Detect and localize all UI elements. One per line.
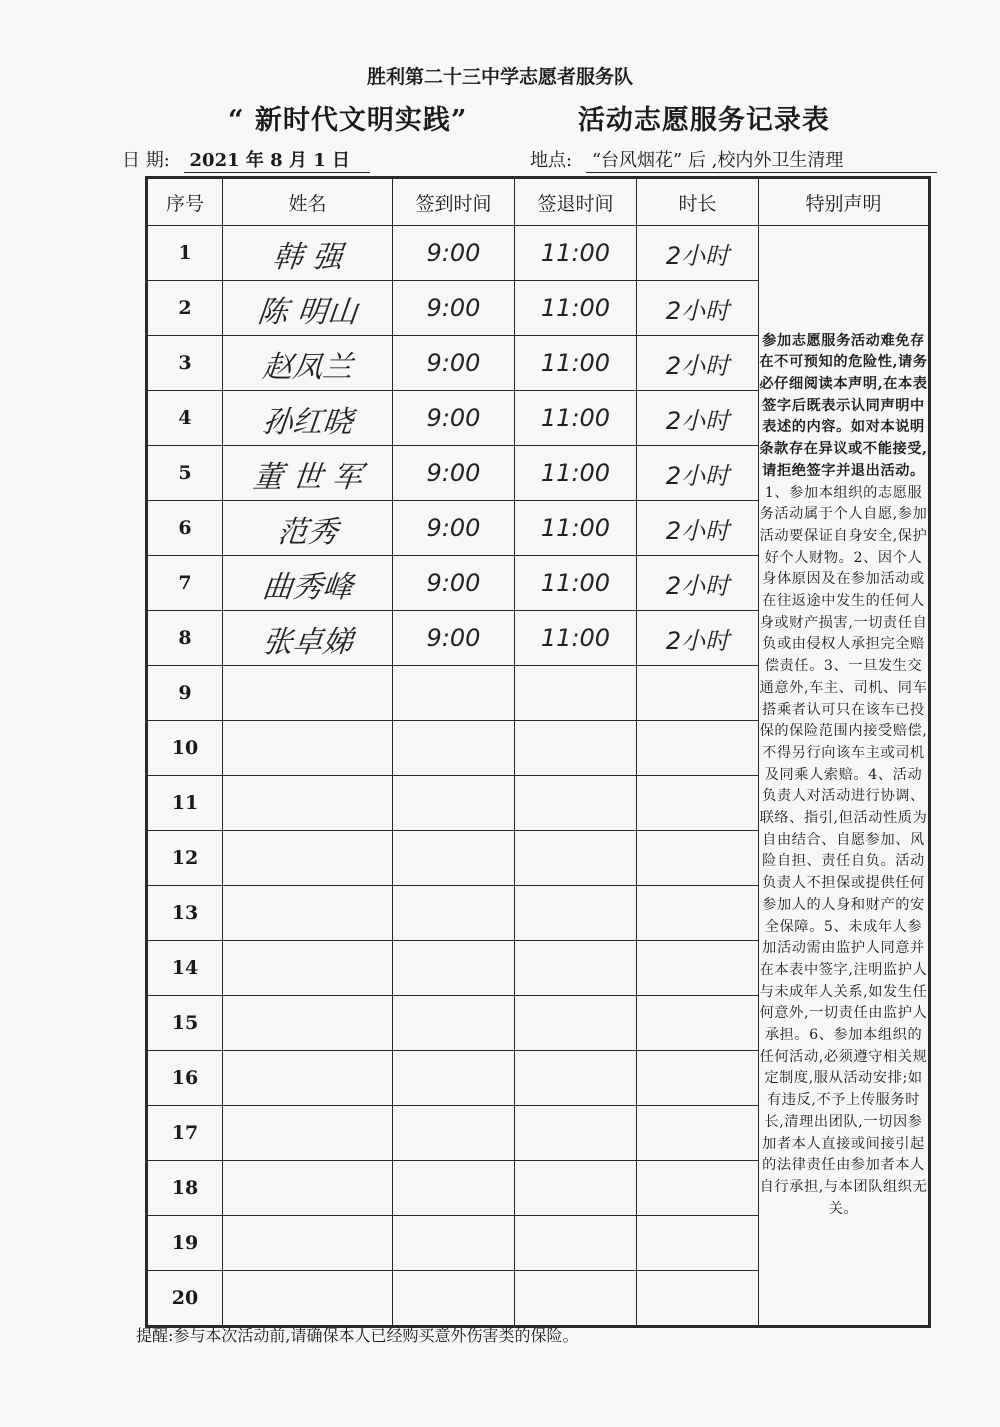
checkout-time: 11:00 — [515, 336, 637, 391]
duration — [637, 1106, 759, 1161]
checkin-time — [393, 886, 515, 941]
statement-intro: 参加志愿服务活动难免存在不可预知的危险性,请务必仔细阅读本声明,在本表签字后既表示认同声明中表述的内容。如对本说明条款存在异议或不能接受,请拒绝签字并退出活动。 — [759, 332, 928, 479]
checkin-time: 9:00 — [393, 446, 515, 501]
duration: 2小时 — [637, 611, 759, 666]
row-number: 17 — [148, 1106, 223, 1161]
title-part-2: 活动志愿服务记录表 — [577, 105, 830, 136]
checkout-time — [515, 1161, 637, 1216]
row-number: 14 — [148, 941, 223, 996]
place-value: “台风烟花” 后 ,校内外卫生清理 — [586, 146, 937, 173]
place-field — [530, 146, 937, 173]
date-field — [122, 146, 370, 173]
row-number: 10 — [148, 721, 223, 776]
volunteer-name: 孙红晓 — [220, 391, 396, 446]
row-number: 19 — [148, 1216, 223, 1271]
volunteer-name — [220, 721, 396, 776]
title-part-1: “ 新时代文明实践” — [228, 105, 468, 136]
checkout-time — [515, 1216, 637, 1271]
duration — [637, 1216, 759, 1271]
checkout-time — [515, 1271, 637, 1326]
date-label: 日 期: — [122, 150, 170, 171]
col-header-duration: 时长 — [637, 179, 759, 226]
volunteer-name — [220, 1216, 396, 1271]
insurance-reminder: 提醒:参与本次活动前,请确保本人已经购买意外伤害类的保险。 — [136, 1326, 579, 1345]
checkin-time — [393, 776, 515, 831]
checkout-time — [515, 886, 637, 941]
duration: 2小时 — [637, 391, 759, 446]
duration — [637, 1271, 759, 1326]
volunteer-name: 陈 明山 — [220, 281, 396, 336]
checkin-time — [393, 1106, 515, 1161]
volunteer-name — [220, 666, 396, 721]
row-number: 20 — [148, 1271, 223, 1326]
checkout-time: 11:00 — [515, 611, 637, 666]
checkin-time — [393, 1271, 515, 1326]
row-number: 9 — [148, 666, 223, 721]
place-label: 地点: — [530, 150, 573, 171]
duration: 2小时 — [637, 446, 759, 501]
special-statement — [759, 226, 929, 1326]
form-title — [228, 98, 830, 137]
table-row — [148, 226, 929, 281]
checkin-time — [393, 666, 515, 721]
row-number: 7 — [148, 556, 223, 611]
volunteer-name — [220, 1271, 396, 1326]
duration: 2小时 — [637, 226, 759, 281]
volunteer-name — [220, 996, 396, 1051]
volunteer-name — [220, 886, 396, 941]
duration — [637, 831, 759, 886]
row-number: 16 — [148, 1051, 223, 1106]
checkin-time — [393, 1051, 515, 1106]
row-number: 3 — [148, 336, 223, 391]
checkin-time: 9:00 — [393, 501, 515, 556]
table-header-row — [148, 179, 929, 226]
row-number: 15 — [148, 996, 223, 1051]
col-header-statement: 特别声明 — [759, 179, 929, 226]
duration — [637, 996, 759, 1051]
volunteer-name — [220, 941, 396, 996]
date-value: 2021 年 8 月 1 日 — [184, 146, 370, 173]
volunteer-name — [220, 831, 396, 886]
volunteer-name: 赵凤兰 — [220, 336, 396, 391]
row-number: 13 — [148, 886, 223, 941]
volunteer-name — [220, 776, 396, 831]
checkin-time — [393, 1161, 515, 1216]
checkout-time — [515, 776, 637, 831]
checkout-time — [515, 721, 637, 776]
duration — [637, 776, 759, 831]
volunteer-name: 董 世 军 — [220, 446, 396, 501]
checkout-time — [515, 1051, 637, 1106]
checkout-time: 11:00 — [515, 226, 637, 281]
duration — [637, 1051, 759, 1106]
volunteer-name: 范秀 — [220, 501, 396, 556]
activity-meta — [122, 146, 957, 176]
checkin-time: 9:00 — [393, 336, 515, 391]
duration: 2小时 — [637, 501, 759, 556]
col-header-no: 序号 — [148, 179, 223, 226]
checkin-time: 9:00 — [393, 611, 515, 666]
checkin-time — [393, 831, 515, 886]
volunteer-name — [220, 1161, 396, 1216]
row-number: 11 — [148, 776, 223, 831]
col-header-checkout: 签退时间 — [515, 179, 637, 226]
row-number: 2 — [148, 281, 223, 336]
duration — [637, 886, 759, 941]
row-number: 8 — [148, 611, 223, 666]
checkin-time — [393, 996, 515, 1051]
duration: 2小时 — [637, 336, 759, 391]
record-table — [147, 178, 929, 1326]
row-number: 12 — [148, 831, 223, 886]
volunteer-name: 曲秀峰 — [220, 556, 396, 611]
duration — [637, 721, 759, 776]
volunteer-name: 张卓娣 — [220, 611, 396, 666]
checkin-time — [393, 941, 515, 996]
volunteer-name — [220, 1106, 396, 1161]
checkin-time — [393, 721, 515, 776]
checkout-time — [515, 996, 637, 1051]
checkin-time — [393, 1216, 515, 1271]
duration — [637, 1161, 759, 1216]
row-number: 6 — [148, 501, 223, 556]
volunteer-name: 韩 强 — [220, 226, 396, 281]
statement-body: 1、参加本组织的志愿服务活动属于个人自愿,参加活动要保证自身安全,保护好个人财物。2、因个人身体原因及在参加活动或在往返途中发生的任何人身或财产损害,一切责任自负或由侵权人承担完全赔偿责任。3、一旦发生交通意外,车主、司机、同车搭乘者认可只在该车已投保的保险范围内接受赔偿,不得另行向该车主或司机及同乘人索赔。4、活动负责人对活动进行协调、联络、指引,但活动性质为自由结合、自愿参加、风险自担、责任自负。活动负责人不担保或提供任何参加人的人身和财产的安全保障。5、未成年人参加活动需由监护人同意并在本表中签字,注明监护人与未成年人关系,如发生任何意外,一切责任由监护人承担。6、参加本组织的任何活动,必须遵守相关规定制度,服从活动安排;如有违反,不予上传服务时长,清理出团队,一切因参加者本人直接或间接引起的法律责任由参加者本人自行承担,与本团队组织无关。 — [759, 484, 928, 1217]
checkout-time: 11:00 — [515, 391, 637, 446]
organization-name: 胜利第二十三中学志愿者服务队 — [366, 66, 633, 88]
checkout-time: 11:00 — [515, 556, 637, 611]
checkin-time: 9:00 — [393, 556, 515, 611]
checkin-time: 9:00 — [393, 281, 515, 336]
checkout-time — [515, 831, 637, 886]
row-number: 4 — [148, 391, 223, 446]
duration — [637, 941, 759, 996]
checkin-time: 9:00 — [393, 391, 515, 446]
row-number: 1 — [148, 226, 223, 281]
checkout-time — [515, 1106, 637, 1161]
duration: 2小时 — [637, 556, 759, 611]
checkout-time — [515, 941, 637, 996]
checkin-time: 9:00 — [393, 226, 515, 281]
row-number: 18 — [148, 1161, 223, 1216]
checkout-time: 11:00 — [515, 446, 637, 501]
record-table-frame — [145, 176, 931, 1328]
duration — [637, 666, 759, 721]
row-number: 5 — [148, 446, 223, 501]
duration: 2小时 — [637, 281, 759, 336]
checkout-time: 11:00 — [515, 281, 637, 336]
volunteer-name — [220, 1051, 396, 1106]
col-header-name: 姓名 — [223, 179, 393, 226]
checkout-time: 11:00 — [515, 501, 637, 556]
col-header-checkin: 签到时间 — [393, 179, 515, 226]
checkout-time — [515, 666, 637, 721]
